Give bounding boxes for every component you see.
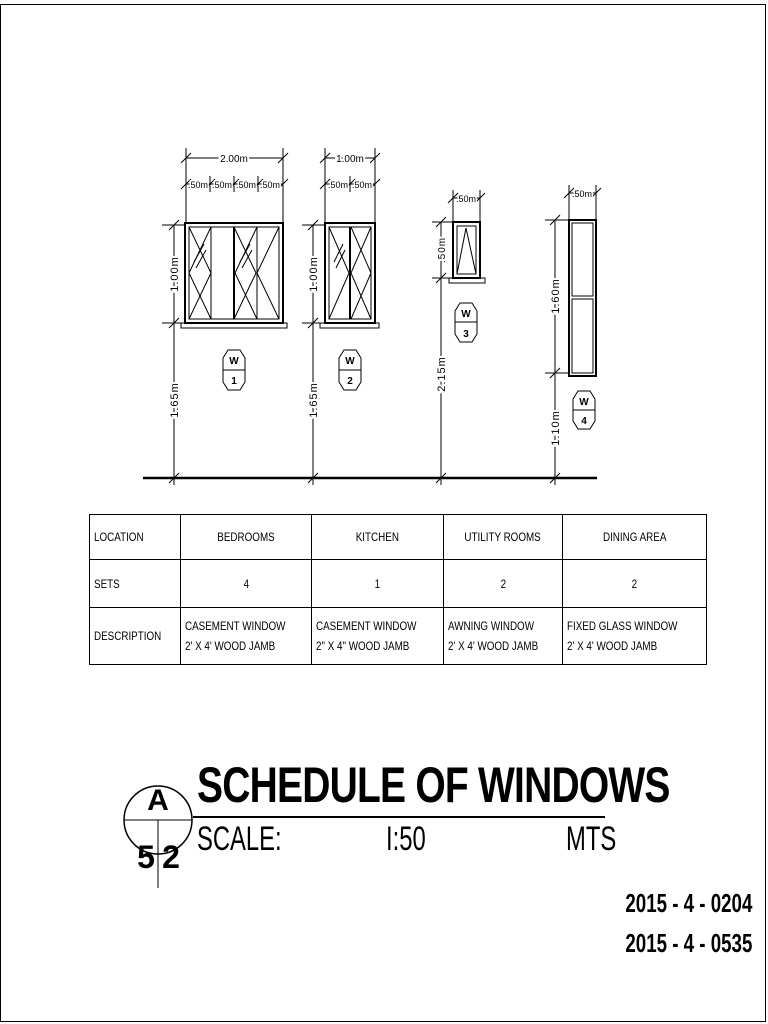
w3-sill-height: 2.15m (436, 356, 448, 392)
w4-tag-letter: W (579, 397, 589, 408)
w1-tag-letter: W (229, 356, 239, 367)
w3-tag-number: 3 (463, 329, 469, 340)
w1-tag-number: 1 (231, 376, 237, 387)
w2-width-part-2: .50m (351, 180, 373, 190)
schedule-sets-row (90, 560, 707, 608)
student-code-1: 2015 - 4 - 0204 (625, 888, 752, 918)
student-code-2: 2015 - 4 - 0535 (625, 928, 752, 958)
w3-height: .50m (437, 236, 448, 264)
sets-bedrooms: 4 (181, 560, 312, 608)
scale-unit: MTS (566, 820, 617, 858)
description-utility-rooms: AWNING WINDOW 2' X 4' WOOD JAMB (443, 608, 562, 665)
w1-width-total: 2.00m (220, 154, 248, 165)
description-label: DESCRIPTION (90, 608, 181, 665)
w1-width-part-3: .50m (235, 180, 257, 190)
window-w3-elevation (432, 190, 485, 485)
w4-height: 1.60m (550, 278, 562, 314)
w1-width-part-1: .50m (187, 180, 209, 190)
scale-value: I:50 (386, 820, 426, 858)
header-utility-rooms: UTILITY ROOMS (443, 515, 562, 560)
window-w2-elevation (302, 148, 380, 485)
schedule-description-row (90, 608, 707, 665)
header-location: LOCATION (90, 515, 181, 560)
window-schedule-table (89, 514, 707, 665)
w3-width: .50m (455, 194, 477, 204)
w2-tag-number: 2 (347, 376, 353, 387)
detail-letter: A (147, 784, 169, 817)
w1-height: 1.00m (169, 256, 181, 292)
w2-width-part-1: .50m (327, 180, 349, 190)
w2-height: 1.00m (308, 256, 320, 292)
schedule-header-row (90, 515, 707, 560)
sets-dining-area: 2 (562, 560, 706, 608)
drawing-title: SCHEDULE OF WINDOWS (197, 757, 670, 813)
w1-width-part-2: .50m (211, 180, 233, 190)
header-kitchen: KITCHEN (312, 515, 443, 560)
w3-tag-letter: W (461, 309, 471, 320)
w1-width-part-4: .50m (259, 180, 281, 190)
sets-kitchen: 1 (312, 560, 443, 608)
w2-tag-letter: W (345, 356, 355, 367)
w4-sill-height: 1.10m (550, 410, 562, 446)
w2-width-total: 1.00m (336, 154, 364, 165)
w4-tag-number: 4 (581, 416, 587, 427)
sets-label: SETS (90, 560, 181, 608)
description-dining-area: FIXED GLASS WINDOW 2' X 4' WOOD JAMB (562, 608, 706, 665)
w1-sill-height: 1.65m (169, 382, 181, 418)
window-w1-elevation (162, 148, 288, 485)
w2-sill-height: 1.65m (308, 382, 320, 418)
header-bedrooms: BEDROOMS (181, 515, 312, 560)
w4-width: .50m (571, 189, 593, 199)
sheet-number-b: 2 (162, 839, 180, 875)
header-dining-area: DINING AREA (562, 515, 706, 560)
description-bedrooms: CASEMENT WINDOW 2' X 4' WOOD JAMB (181, 608, 312, 665)
sheet-number-a: 5 (137, 839, 155, 875)
scale-label: SCALE: (197, 820, 282, 858)
sets-utility-rooms: 2 (443, 560, 562, 608)
description-kitchen: CASEMENT WINDOW 2" X 4" WOOD JAMB (312, 608, 443, 665)
